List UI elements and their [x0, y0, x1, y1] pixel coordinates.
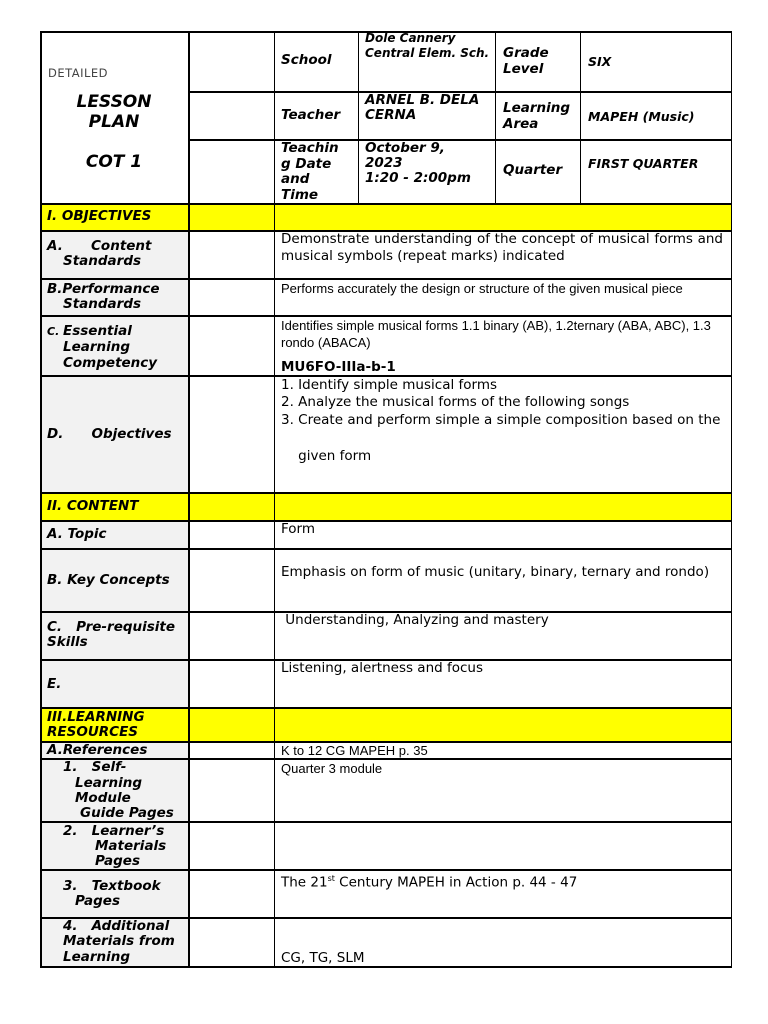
performance-standards-text: Performs accurately the design or structure of the given musical piece — [281, 281, 683, 296]
content-heading: II. CONTENT — [47, 498, 139, 514]
performance-standards-label: B.Performance Standards — [47, 281, 160, 312]
table-column-rule — [495, 31, 496, 204]
school-label: School — [281, 52, 332, 68]
objective-item-2: 2. Analyze the musical forms of the following songs — [281, 394, 630, 410]
objective-item-1: 1. Identify simple musical forms — [281, 377, 498, 393]
additional-text: CG, TG, SLM — [281, 950, 365, 966]
table-border-left — [40, 31, 42, 968]
table-rule — [189, 139, 732, 141]
school-value: Dole Cannery Central Elem. Sch. — [365, 31, 490, 60]
competency-text: Identifies simple musical forms 1.1 binary (AB), 1.2ternary (ABA, ABC), 1.3 rondo (ABACA) — [281, 318, 711, 350]
e-text: Listening, alertness and focus — [281, 660, 484, 676]
table-column-rule — [358, 31, 359, 204]
teacher-value: ARNEL B. DELA CERNA — [365, 92, 480, 123]
textbook-text — [281, 870, 577, 892]
quarter-label: Quarter — [503, 162, 563, 178]
cot-label: COT 1 — [85, 152, 143, 172]
slm-label-line1: 1. Self- — [63, 759, 127, 775]
table-column-rule — [274, 31, 275, 968]
table-border-bottom — [40, 966, 732, 968]
prereq-skills-label: C. Pre-requisite Skills — [47, 619, 180, 650]
table-rule — [40, 520, 732, 522]
content-standards-label: A. Content Standards — [47, 238, 157, 269]
teaching-date-line2: 2023 — [365, 155, 403, 171]
table-border-right — [731, 31, 732, 968]
prereq-skills-text: Understanding, Analyzing and mastery — [281, 612, 549, 628]
table-rule — [40, 548, 732, 550]
additional-label-line2: Materials from — [63, 933, 175, 949]
additional-label-line1: 4. Additional — [63, 918, 170, 934]
lesson-title-line2: PLAN — [88, 112, 140, 132]
slm-label-line3: Module — [75, 790, 131, 806]
slm-text: Quarter 3 module — [281, 761, 383, 776]
teaching-date-label: Teachin g Date and Time — [281, 140, 339, 203]
table-rule — [40, 492, 732, 494]
resources-heading: III.LEARNING RESOURCES — [47, 709, 145, 740]
textbook-label-line2: Pages — [75, 893, 120, 909]
objective-item-3: 3. Create and perform simple a simple composition based on the — [281, 412, 721, 428]
table-rule — [40, 203, 732, 205]
slm-label-line4: Guide Pages — [80, 805, 174, 821]
objectives-heading: I. OBJECTIVES — [47, 208, 152, 224]
teaching-date-line1: October 9, — [365, 140, 445, 156]
key-concepts-text: Emphasis on form of music (unitary, binary, ternary and rondo) — [281, 564, 710, 580]
textbook-text-sup: st — [327, 874, 335, 883]
textbook-text-post: Century MAPEH in Action p. 44 - 47 — [334, 874, 578, 891]
table-column-rule — [188, 31, 190, 968]
grade-label: Grade Level — [503, 45, 549, 77]
table-column-rule — [580, 31, 581, 204]
quarter-value: FIRST QUARTER — [588, 156, 699, 171]
competency-prefix: C. — [47, 325, 60, 338]
objective-item-4: given form — [281, 448, 372, 464]
content-heading-bg — [41, 493, 731, 521]
objectives-d-label: D. Objectives — [47, 426, 172, 442]
lm-label-line2: Materials — [95, 838, 167, 854]
key-concepts-label: B. Key Concepts — [47, 572, 170, 588]
topic-text: Form — [281, 521, 316, 537]
lesson-title-line1: LESSON — [76, 92, 152, 112]
competency-label: Essential Learning Competency — [63, 323, 158, 371]
e-label: E. — [47, 676, 62, 692]
references-label: A.References — [47, 742, 148, 758]
learning-area-label: Learning Area — [503, 100, 571, 132]
additional-label-line3: Learning — [63, 949, 131, 965]
topic-label: A. Topic — [47, 526, 107, 542]
teacher-label: Teacher — [281, 107, 341, 123]
slm-label-line2: Learning — [75, 775, 143, 791]
detailed-label: DETAILED — [48, 66, 109, 80]
textbook-text-pre: The 21 — [281, 874, 328, 891]
lm-label-line1: 2. Learner’s — [63, 823, 165, 839]
textbook-label-line1: 3. Textbook — [63, 878, 161, 894]
content-e-bg — [41, 660, 189, 708]
grade-value: SIX — [588, 54, 612, 69]
references-text: K to 12 CG MAPEH p. 35 — [281, 743, 428, 758]
teaching-time: 1:20 - 2:00pm — [365, 170, 471, 186]
lm-label-line3: Pages — [95, 853, 140, 869]
learning-area-value: MAPEH (Music) — [588, 109, 695, 124]
content-standards-text: Demonstrate understanding of the concept of musical forms and musical symbols (repeat marks) indicated — [281, 231, 723, 264]
competency-code: MU6FO-IIIa-b-1 — [281, 359, 396, 375]
